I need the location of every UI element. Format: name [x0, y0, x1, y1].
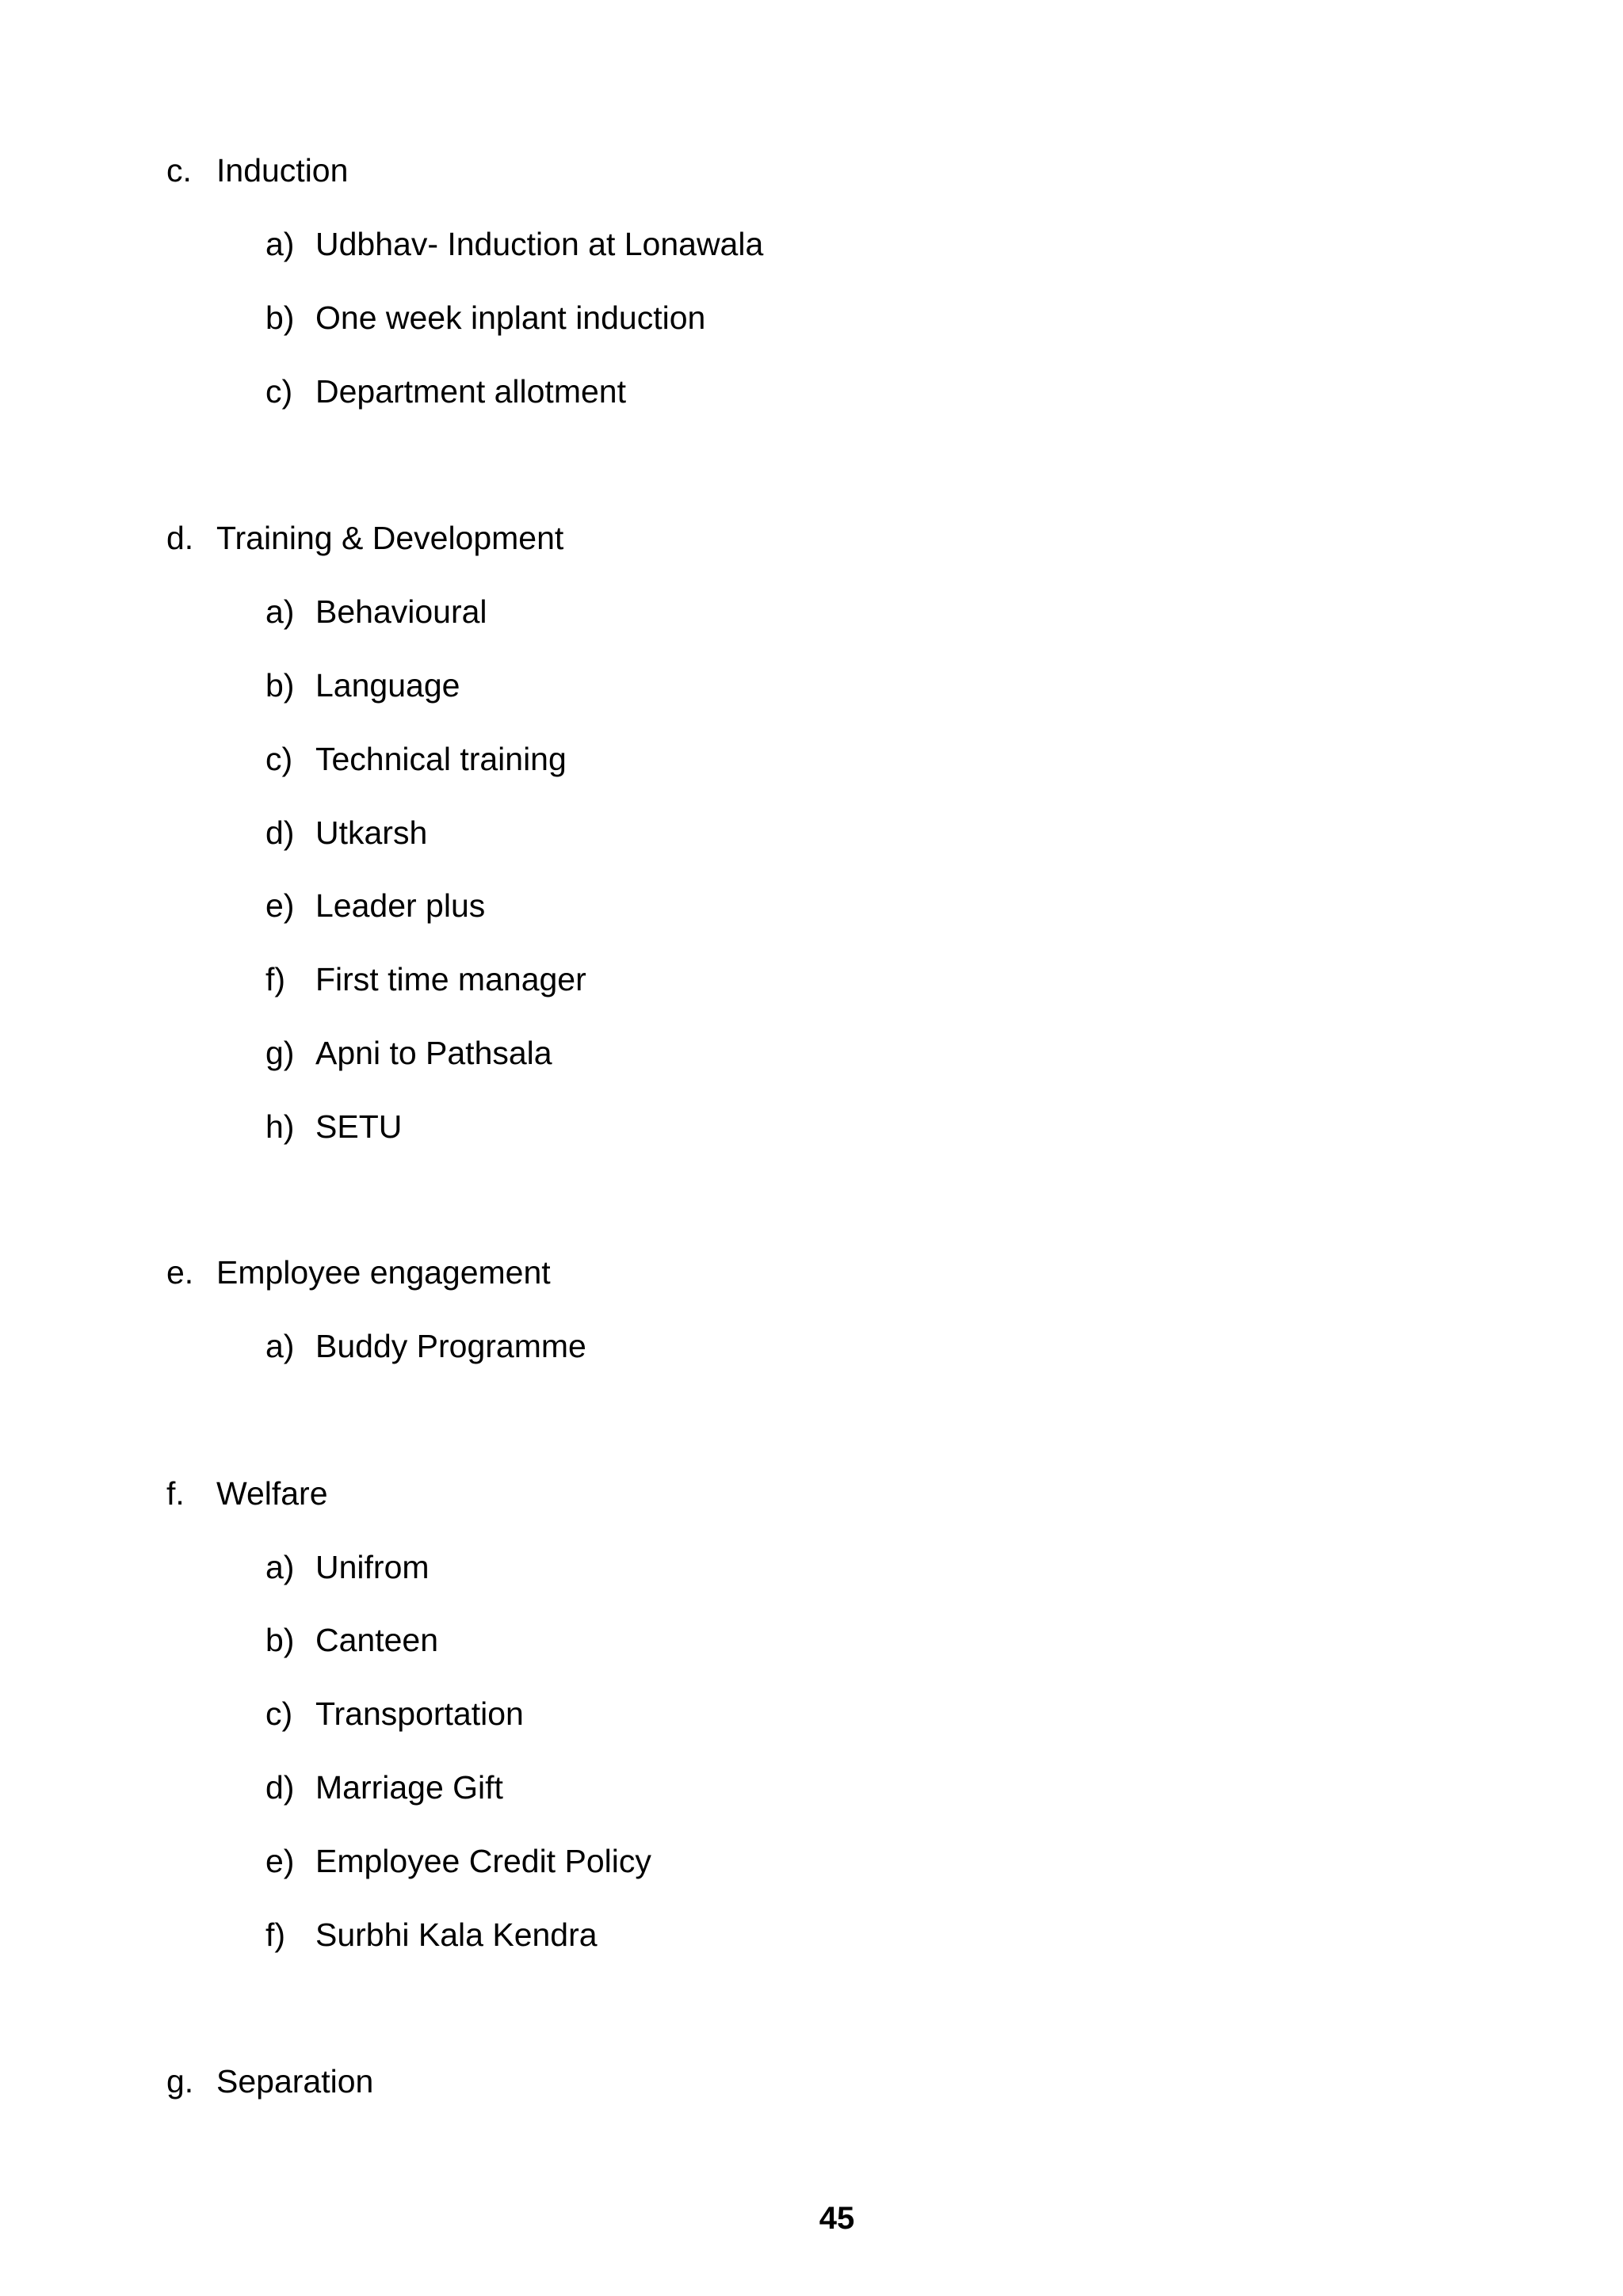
list-item-text: Language	[315, 667, 460, 704]
list-item-text: Canteen	[315, 1622, 439, 1658]
section-marker: c.	[166, 152, 192, 189]
list-item-marker: d)	[265, 814, 295, 851]
list-item-marker: d)	[265, 1769, 295, 1806]
section-title: Employee engagement	[216, 1254, 551, 1291]
list-item-text: Leader plus	[315, 887, 486, 924]
list-item-marker: f)	[265, 1917, 286, 1953]
list-item-text: Technical training	[315, 741, 567, 777]
list-item-marker: b)	[265, 1622, 295, 1658]
section-title: Induction	[216, 152, 349, 189]
section-title: Separation	[216, 2063, 374, 2100]
list-item-marker: e)	[265, 887, 295, 924]
list-item-text: Utkarsh	[315, 814, 428, 851]
section-marker: g.	[166, 2063, 194, 2100]
list-item-text: Apni to Pathsala	[315, 1035, 552, 1071]
section-marker: f.	[166, 1475, 185, 1512]
list-item-marker: a)	[265, 593, 295, 630]
list-item-text: Transportation	[315, 1695, 524, 1732]
list-item-text: Unifrom	[315, 1549, 430, 1585]
list-item-text: First time manager	[315, 961, 586, 997]
list-item-text: Surbhi Kala Kendra	[315, 1917, 598, 1953]
list-item-text: One week inplant induction	[315, 299, 706, 336]
list-item-text: Behavioural	[315, 593, 487, 630]
list-item-marker: b)	[265, 299, 295, 336]
section-marker: e.	[166, 1254, 194, 1291]
list-item-marker: g)	[265, 1035, 295, 1071]
list-item-marker: a)	[265, 1328, 295, 1364]
list-item-marker: a)	[265, 226, 295, 262]
list-item-marker: c)	[265, 1695, 293, 1732]
page-number: 45	[819, 2201, 855, 2236]
list-item-marker: a)	[265, 1549, 295, 1585]
list-item-text: Udbhav- Induction at Lonawala	[315, 226, 764, 262]
list-item-text: SETU	[315, 1108, 403, 1145]
section-title: Training & Development	[216, 520, 564, 556]
list-item-marker: f)	[265, 961, 286, 997]
list-item-marker: c)	[265, 373, 293, 410]
section-title: Welfare	[216, 1475, 328, 1512]
list-item-text: Buddy Programme	[315, 1328, 586, 1364]
list-item-marker: b)	[265, 667, 295, 704]
list-item-text: Department allotment	[315, 373, 626, 410]
section-marker: d.	[166, 520, 194, 556]
list-item-text: Marriage Gift	[315, 1769, 503, 1806]
list-item-marker: e)	[265, 1843, 295, 1879]
list-item-text: Employee Credit Policy	[315, 1843, 651, 1879]
list-item-marker: h)	[265, 1108, 295, 1145]
list-item-marker: c)	[265, 741, 293, 777]
